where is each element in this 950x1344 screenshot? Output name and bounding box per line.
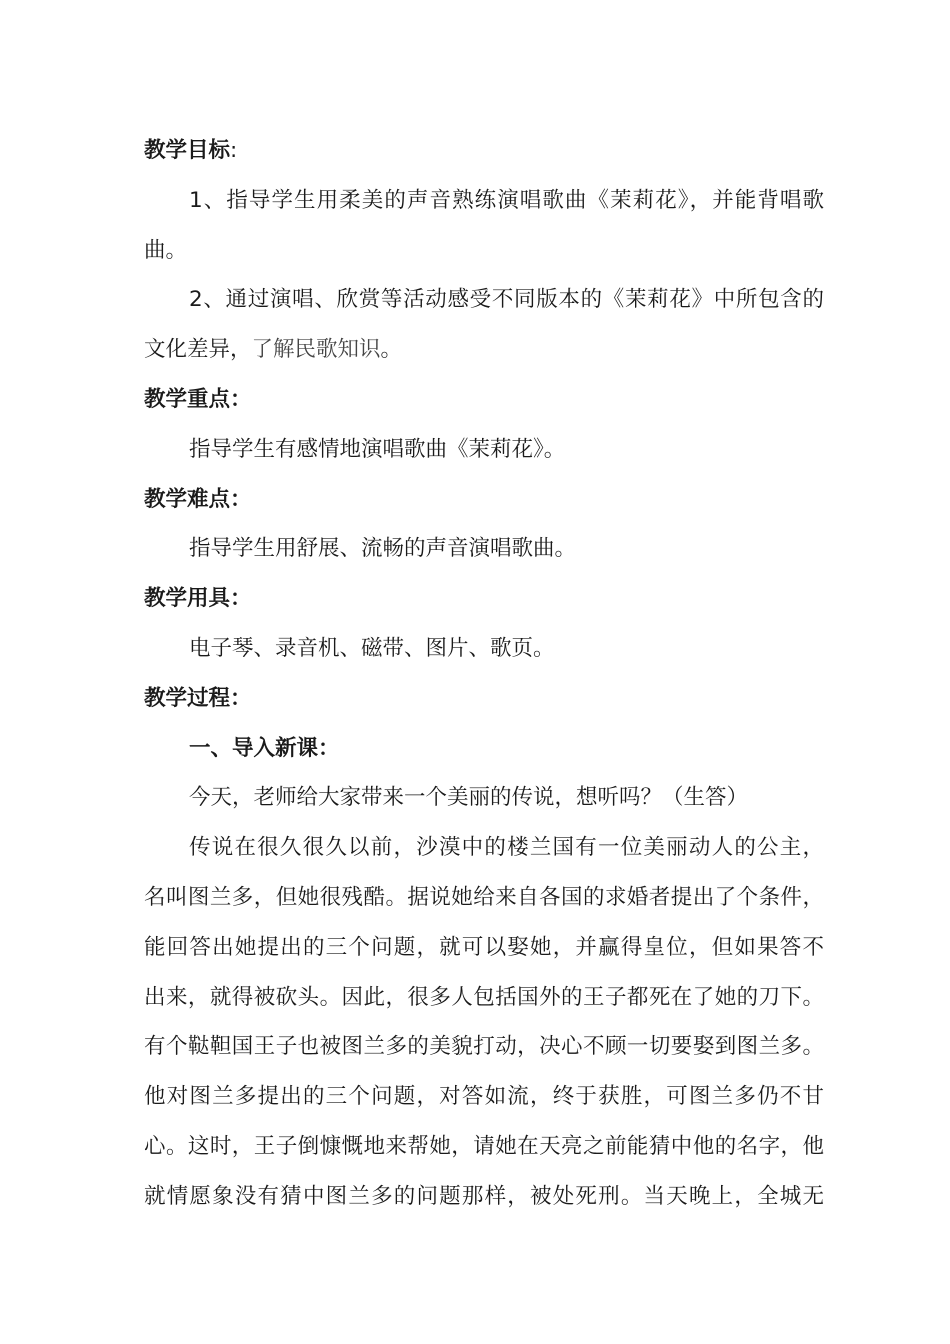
key-point-heading: 教学重点： [144,386,252,412]
story-line: 名叫图兰多，但她很残酷。据说她给来自各国的求婚者提出了个条件， [144,884,824,910]
story-line: 出来，就得被砍头。因此，很多人包括国外的王子都死在了她的刀下。 [144,984,824,1010]
difficulty-text: 指导学生用舒展、流畅的声音演唱歌曲。 [189,536,577,562]
objective-2-line-2 [144,325,824,375]
tools-text: 电子琴、录音机、磁带、图片、歌页。 [189,635,555,661]
tools-heading: 教学用具： [144,586,252,612]
objectives-heading-line [144,126,824,176]
key-point-text: 指导学生有感情地演唱歌曲《茉莉花》。 [189,436,566,462]
story-line: 能回答出她提出的三个问题，就可以娶她，并赢得皇位，但如果答不 [144,934,824,960]
objective-2-text-a: 文化差异， [144,337,252,363]
objectives-heading: 教学目标 [144,138,231,163]
story-line: 就情愿象没有猜中图兰多的问题那样，被处死刑。当天晚上，全城无 [144,1183,824,1209]
story-line: 心。这时，王子倒慷慨地来帮她，请她在天亮之前能猜中他的名字，他 [144,1133,824,1159]
story-line: 有个鞑靼国王子也被图兰多的美貌打动，决心不顾一切要娶到图兰多。 [144,1034,824,1060]
objective-1-line-2: 曲。 [144,237,188,263]
difficulty-heading: 教学难点： [144,486,252,512]
section-1-heading: 一、导入新课： [189,735,340,761]
objective-2-text-b: 了解民歌知识 [251,337,381,363]
process-heading: 教学过程： [144,685,252,711]
intro-paragraph: 今天，老师给大家带来一个美丽的传说，想听吗？（生答） [189,785,749,811]
objectives-colon: : [230,138,238,163]
objective-2-text-c: 。 [380,337,403,363]
story-line: 他对图兰多提出的三个问题，对答如流，终于获胜，可图兰多仍不甘 [144,1084,824,1110]
story-line: 传说在很久很久以前，沙漠中的楼兰国有一位美丽动人的公主， [189,835,824,861]
objective-1-line-1: 1、指导学生用柔美的声音熟练演唱歌曲《茉莉花》，并能背唱歌 [189,187,824,213]
document-body [144,126,824,1222]
objective-2-line-1: 2、通过演唱、欣赏等活动感受不同版本的《茉莉花》中所包含的 [189,287,824,313]
